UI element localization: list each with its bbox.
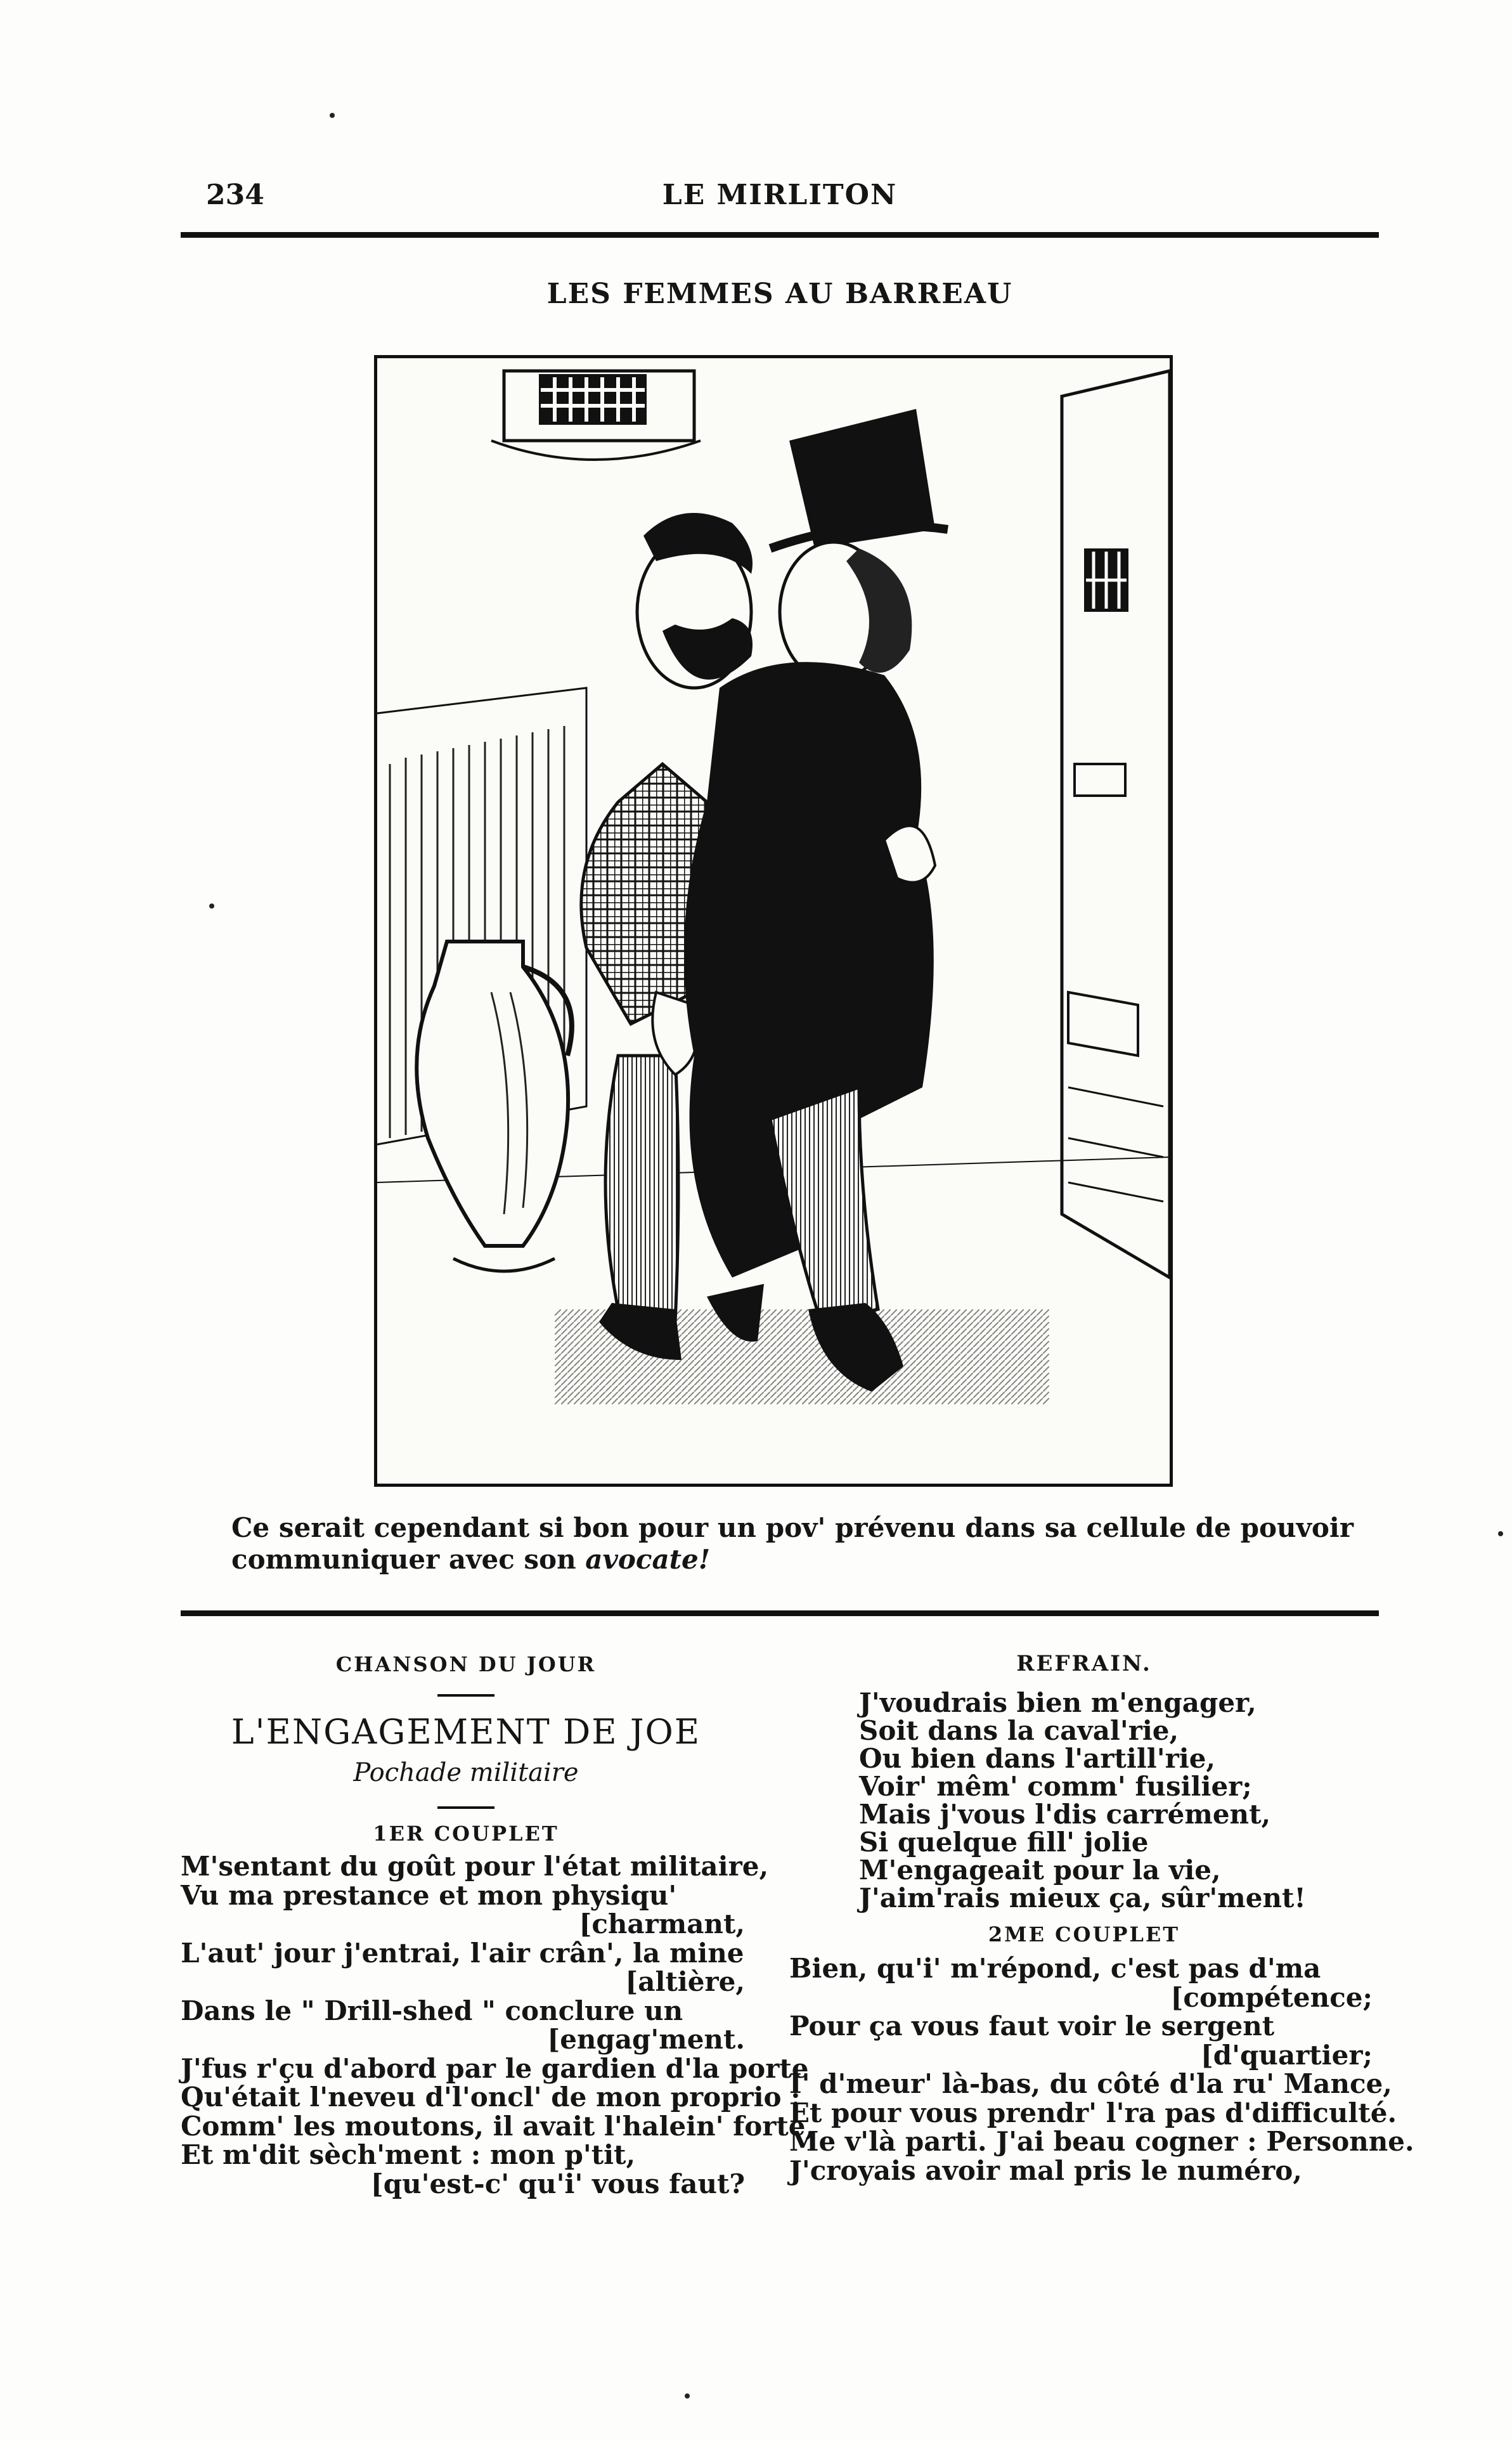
refrain-verse [789,1689,1379,1912]
refrain-line: Soit dans la caval'rie, [859,1715,1179,1746]
couplet1-verse [181,1851,815,2199]
page-number: 234 [206,179,264,211]
ink-speck [330,113,335,118]
verse-line: Qu'était l'neveu d'l'oncl' de mon proprio : [181,2082,801,2113]
ink-speck [1498,1531,1503,1536]
verse-line: [qu'est-c' qu'i' vous faut? [370,2168,745,2199]
song-title: L'ENGAGEMENT DE JOE [231,1712,701,1752]
ink-speck [209,903,214,909]
couplet2-verse [789,1953,1414,2186]
refrain-line: J'voudrais bien m'engager, [859,1687,1257,1718]
refrain-line: Ou bien dans l'artill'rie, [859,1743,1216,1774]
verse-line: J'croyais avoir mal pris le numéro, [789,2154,1302,2186]
couplet1-heading: 1ER COUPLET [373,1822,559,1846]
verse-line: Comm' les moutons, il avait l'halein' forte, [181,2110,815,2142]
prison-cell-drawing [377,358,1170,1484]
verse-line: [d'quartier; [1200,2039,1373,2071]
right-column [789,1648,1414,2186]
verse-line: [engag'ment. [547,2024,745,2055]
verse-line: Vu ma prestance et mon physiqu' [181,1879,677,1911]
section-rule [181,1610,1379,1616]
caption-emphasis: avocate! [585,1544,711,1575]
refrain-line: J'aim'rais mieux ça, sûr'ment! [859,1882,1306,1913]
header-rule [181,232,1379,238]
short-rule [437,1694,494,1697]
caption-text: Ce serait cependant si bon pour un pov' prévenu dans sa cellule de pouvoir communiquer avec son [231,1512,1354,1575]
verse-line: Pour ça vous faut voir le sergent [789,2010,1275,2042]
verse-line: Me v'là parti. J'ai beau cogner : Personne. [789,2126,1414,2157]
verse-line: L'aut' jour j'entrai, l'air crân', la mine [181,1937,744,1969]
verse-line: J'fus r'çu d'abord par le gardien d'la porte [181,2052,809,2084]
couplet2-heading: 2ME COUPLET [988,1922,1180,1946]
refrain-line: Mais j'vous l'dis carrément, [859,1799,1271,1830]
illustration-title: LES FEMMES AU BARREAU [546,278,1013,310]
verse-line: Et m'dit sèch'ment : mon p'tit, [181,2139,636,2170]
left-column [181,1648,815,2199]
refrain-heading: REFRAIN. [1016,1651,1152,1676]
verse-line: I' d'meur' là-bas, du côté d'la ru' Mance, [789,2068,1392,2099]
journal-title: LE MIRLITON [662,179,898,211]
verse-line: Et pour vous prendr' l'ra pas d'difficulté. [789,2097,1397,2128]
refrain-line: Si quelque fill' jolie [859,1827,1149,1858]
illustration-caption [231,1512,1354,1576]
refrain-line: M'engageait pour la vie, [859,1855,1221,1886]
song-subtitle: Pochade militaire [353,1758,579,1787]
ink-speck [685,2393,690,2399]
verse-line: [compétence; [1170,1981,1373,2013]
barred-window [491,371,701,460]
verse-line: M'sentant du goût pour l'état militaire, [181,1851,769,1882]
verse-line: Bien, qu'i' m'répond, c'est pas d'ma [789,1953,1321,1984]
short-rule [437,1806,494,1809]
cell-door [1062,371,1170,1278]
running-header [181,179,1379,223]
chanson-heading: CHANSON DU JOUR [335,1652,597,1676]
cartoon-illustration [374,355,1173,1487]
verse-line: [altière, [625,1966,745,1997]
refrain-line: Voir' mêm' comm' fusilier; [859,1771,1252,1802]
verse-line: [charmant, [579,1908,745,1939]
verse-line: Dans le " Drill-shed " conclure un [181,1995,683,2026]
